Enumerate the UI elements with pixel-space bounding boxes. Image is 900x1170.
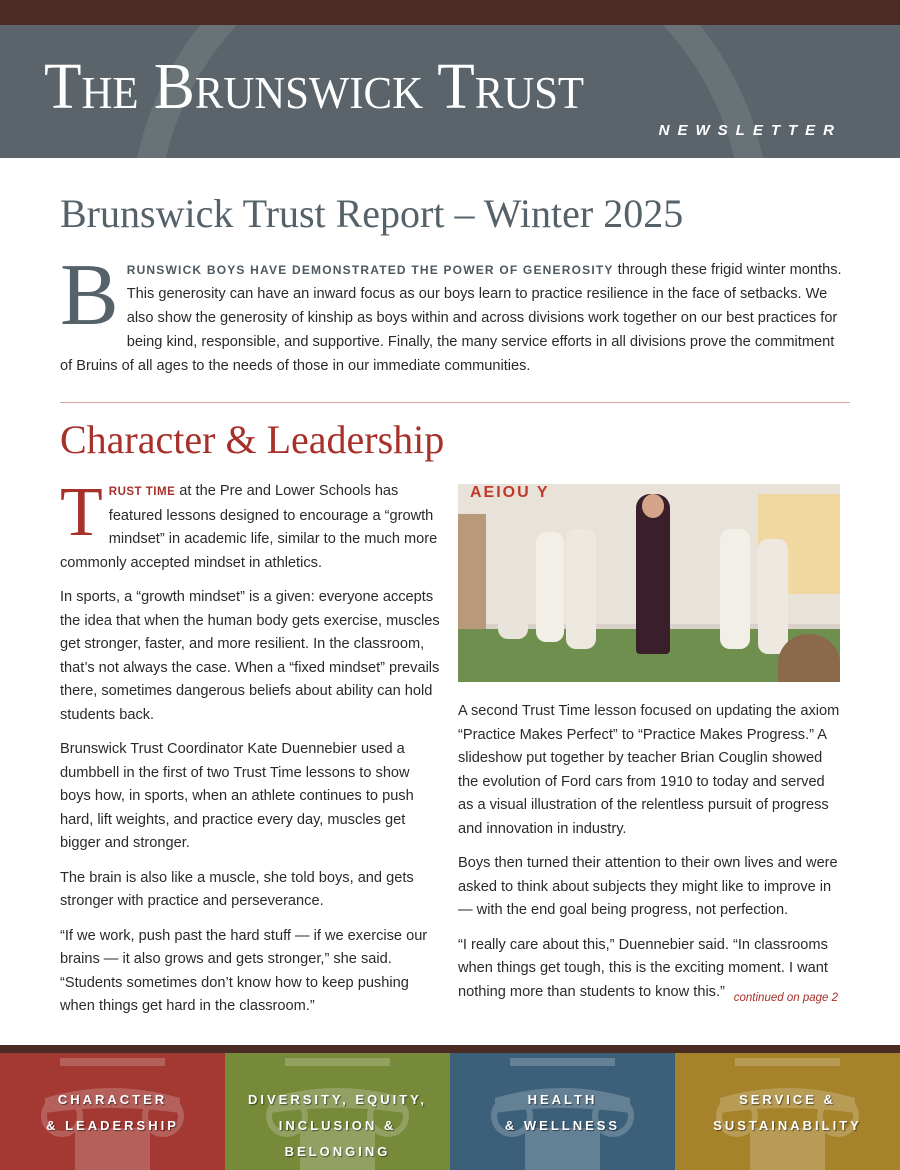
left-column: [60, 474, 442, 1030]
footer-rule: [0, 1045, 900, 1053]
paragraph: Boys then turned their attention to their own lives and were asked to think about subjects they might like to improve in — with the end goal being progress, not perfection.: [458, 855, 838, 918]
pillar-label: CHARACTER & LEADERSHIP: [46, 1092, 179, 1133]
paragraph: A second Trust Time lesson focused on updating the axiom “Practice Makes Perfect” to “Practice Makes Progress.” A slideshow put together by teacher Brian Couglin showed the evolution of Ford cars from 1910 to today and served as a visual illustration of the relentless pursuit of progress and innovation in industry.: [458, 703, 840, 837]
paragraph: Brunswick Trust Coordinator Kate Duennebier used a dumbbell in the first of two Trust Time lessons to show boys how, in sports, when an athlete continues to push hard, lift weights, and practice every day, muscles get bigger and stronger.: [60, 741, 414, 851]
right-column: [458, 700, 840, 1015]
wall-letters: AEIOU Y: [470, 484, 550, 501]
pillar-service-sustainability[interactable]: [675, 1053, 900, 1170]
section-title: Character & Leadership: [60, 417, 445, 462]
intro-lead: RUNSWICK BOYS HAVE DEMONSTRATED THE POWER OF GENEROSITY: [126, 263, 614, 277]
paragraph: In sports, a “growth mindset” is a given: everyone accepts the idea that when the human body gets exercise, muscles get stronger, faster, and more resilient. In the classroom, that’s not always the case. When a “fixed mindset” prevails there, sometimes dangerous beliefs about ability can hold students back.: [60, 589, 440, 723]
pillar-health-wellness[interactable]: [450, 1053, 675, 1170]
pillar-character-leadership[interactable]: [0, 1053, 225, 1170]
pillar-diversity-equity-inclusion[interactable]: [225, 1053, 450, 1170]
drop-cap: B: [60, 247, 119, 344]
section-divider: [60, 402, 850, 403]
pillar-label: HEALTH & WELLNESS: [504, 1092, 621, 1133]
paragraph: “I really care about this,” Duennebier said. “In classrooms when things get tough, this is the exciting moment. I want nothing more than students to know this.”: [458, 936, 828, 1000]
report-title: Brunswick Trust Report – Winter 2025: [60, 191, 684, 236]
top-bar: [0, 0, 900, 25]
intro-paragraph: [60, 247, 850, 378]
paragraph-text: at the Pre and Lower Schools has featured lessons designed to encourage a “growth mindset” in academic life, similar to the much more commonly accepted mindset in athletics.: [60, 483, 438, 571]
pillar-label: SERVICE & SUSTAINABILITY: [713, 1092, 862, 1133]
pillar-label: DIVERSITY, EQUITY, INCLUSION & BELONGING: [248, 1092, 427, 1159]
newsletter-subtitle: NEWSLETTER: [658, 122, 842, 139]
paragraph: [60, 474, 442, 575]
newsletter-title: The Brunswick Trust: [44, 50, 585, 123]
paragraph: The brain is also like a muscle, she told boys, and gets stronger with practice and perseverance.: [60, 869, 414, 909]
intro-text: through these frigid winter months. This generosity can have an inward focus as our boys learn to practice resilience in the face of setbacks. We also show the generosity of kinship as boys within and across divisions work together on our best practices for being kind, responsible, and supportive. Finally, the many service efforts in all divisions prove the commitment of Bruins of all ages to the needs of those in our immediate communities.: [60, 262, 842, 374]
continued-link[interactable]: continued on page 2: [733, 992, 838, 1004]
masthead: [0, 25, 900, 158]
paragraph: “If we work, push past the hard stuff — if we exercise our brains — it also grows and gets stronger,” she said. “Students sometimes don’t know how to keep pushing when things get hard in the classroom.”: [60, 927, 428, 1014]
drop-cap: T: [60, 474, 103, 551]
classroom-photo: [458, 484, 840, 682]
lead-in: RUST TIME: [108, 486, 176, 498]
